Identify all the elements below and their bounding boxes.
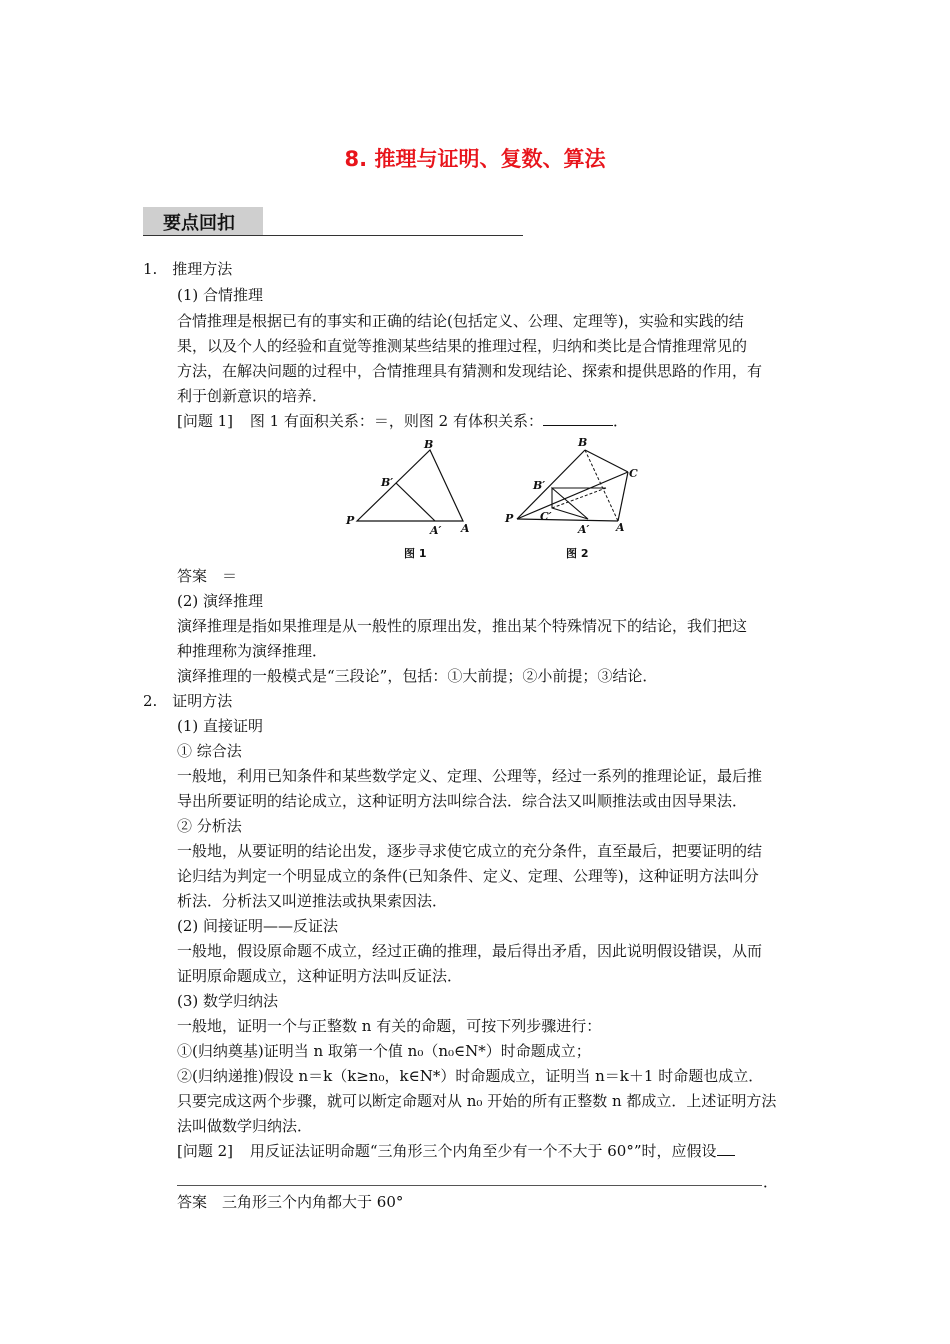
heading-proof-methods: 2. 证明方法: [143, 692, 233, 710]
paragraph-line: 演绎推理是指如果推理是从一般性的原理出发，推出某个特殊情况下的结论，我们把这: [177, 617, 748, 635]
paragraph-line: 论归结为判定一个明显成立的条件(已知条件、定义、定理、公理等)，这种证明方法叫分: [177, 867, 759, 885]
answer-2: 答案 三角形三个内角都大于 60°: [177, 1193, 404, 1211]
question-1-text: 图 1 有面积关系：＝，则图 2 有体积关系：: [249, 412, 543, 430]
figure-2-edge: [585, 450, 628, 472]
figure-1-label: A: [461, 522, 470, 535]
figure-2-label: B: [578, 436, 588, 449]
figure-2-label: C′: [540, 510, 552, 523]
answer-1: 答案 ＝: [177, 567, 238, 585]
paragraph-line: 一般地，从要证明的结论出发，逐步寻求使它成立的充分条件，直至最后，把要证明的结: [177, 842, 763, 860]
figure-1-label: B: [424, 438, 434, 451]
paragraph-line: 只要完成这两个步骤，就可以断定命题对从 n₀ 开始的所有正整数 n 都成立．上述证明方法: [177, 1092, 777, 1110]
figure-1-triangle: [357, 450, 463, 521]
question-1-label: [问题 1]: [177, 412, 234, 430]
figure-2-edge: [618, 472, 628, 521]
question-2-text: 用反证法证明命题“三角形三个内角至少有一个不大于 60°”时，应假设: [249, 1142, 717, 1160]
induction-intro: 一般地，证明一个与正整数 n 有关的命题，可按下列步骤进行：: [177, 1017, 602, 1035]
figure-2-label: A′: [578, 523, 590, 536]
subheading-plausible-reasoning: (1) 合情推理: [177, 286, 264, 304]
paragraph-line: 方法，在解决问题的过程中，合情推理具有猜测和发现结论、探索和提供思路的作用，有: [177, 362, 763, 380]
figure-1: [345, 438, 470, 560]
figure-1-caption: 图 1: [404, 547, 427, 560]
answer-blank: [543, 411, 613, 426]
question-1: [177, 411, 628, 431]
figure-2-hidden-edge: [552, 488, 606, 508]
section-header: [143, 207, 523, 236]
figure-1-label: B′: [381, 476, 394, 489]
figure-2-label: P: [505, 512, 514, 525]
paragraph-line: 一般地，假设原命题不成立，经过正确的推理，最后得出矛盾，因此说明假设错误，从而: [177, 942, 763, 960]
figures: [340, 436, 650, 566]
subheading-direct-proof: (1) 直接证明: [177, 717, 264, 735]
paragraph-line: 演绎推理的一般模式是“三段论”，包括：①大前提；②小前提；③结论．: [177, 667, 658, 685]
method-analysis: ② 分析法: [177, 817, 242, 835]
subheading-indirect-proof: (2) 间接证明——反证法: [177, 917, 339, 935]
figure-1-segment: [396, 483, 435, 521]
section-header-label: 要点回扣: [163, 213, 235, 234]
question-2-label: [问题 2]: [177, 1142, 234, 1160]
figure-1-label: A′: [430, 524, 442, 537]
figure-2-hidden-edge: [585, 450, 618, 521]
figure-2-cross-section: [552, 488, 588, 519]
paragraph-line: 合情推理是根据已有的事实和正确的结论(包括定义、公理、定理等)，实验和实践的结: [177, 312, 744, 330]
figure-2-label: A: [616, 521, 625, 534]
figure-2-edge: [517, 450, 585, 519]
page-title: 8. 推理与证明、复数、算法: [344, 147, 606, 171]
subheading-math-induction: (3) 数学归纳法: [177, 992, 279, 1010]
induction-step-1: ①(归纳奠基)证明当 n 取第一个值 n₀（n₀∈N*）时命题成立；: [177, 1042, 591, 1060]
paragraph-line: 果，以及个人的经验和直觉等推测某些结果的推理过程，归纳和类比是合情推理常见的: [177, 337, 748, 355]
figure-diagrams: [340, 436, 650, 566]
figure-1-label: P: [346, 514, 355, 527]
answer-line: [177, 1185, 762, 1186]
question-1-end: ．: [612, 412, 628, 430]
paragraph-line: 一般地，利用已知条件和某些数学定义、定理、公理等，经过一系列的推理论证，最后推: [177, 767, 763, 785]
subheading-deductive-reasoning: (2) 演绎推理: [177, 592, 264, 610]
figure-2: [504, 436, 638, 560]
heading-reasoning-methods: 1. 推理方法: [143, 260, 233, 278]
question-2: [177, 1141, 735, 1161]
figure-2-label: C: [629, 467, 638, 480]
paragraph-line: 导出所要证明的结论成立，这种证明方法叫综合法．综合法又叫顺推法或由因导果法．: [177, 792, 748, 810]
paragraph-line: 证明原命题成立，这种证明方法叫反证法．: [177, 967, 463, 985]
paragraph-line: 种推理称为演绎推理．: [177, 642, 328, 660]
method-synthesis: ① 综合法: [177, 742, 242, 760]
paragraph-line: 法叫做数学归纳法．: [177, 1117, 313, 1135]
paragraph-line: 利于创新意识的培养．: [177, 387, 328, 405]
paragraph-line: 析法．分析法又叫逆推法或执果索因法．: [177, 892, 448, 910]
question-2-end: ．: [763, 1173, 779, 1191]
induction-step-2: ②(归纳递推)假设 n＝k（k≥n₀，k∈N*）时命题成立，证明当 n＝k＋1 时命题也成立．: [177, 1067, 764, 1085]
answer-blank: [717, 1141, 735, 1156]
figure-2-caption: 图 2: [566, 547, 589, 560]
figure-2-label: B′: [533, 479, 546, 492]
figure-2-edge: [517, 519, 618, 521]
